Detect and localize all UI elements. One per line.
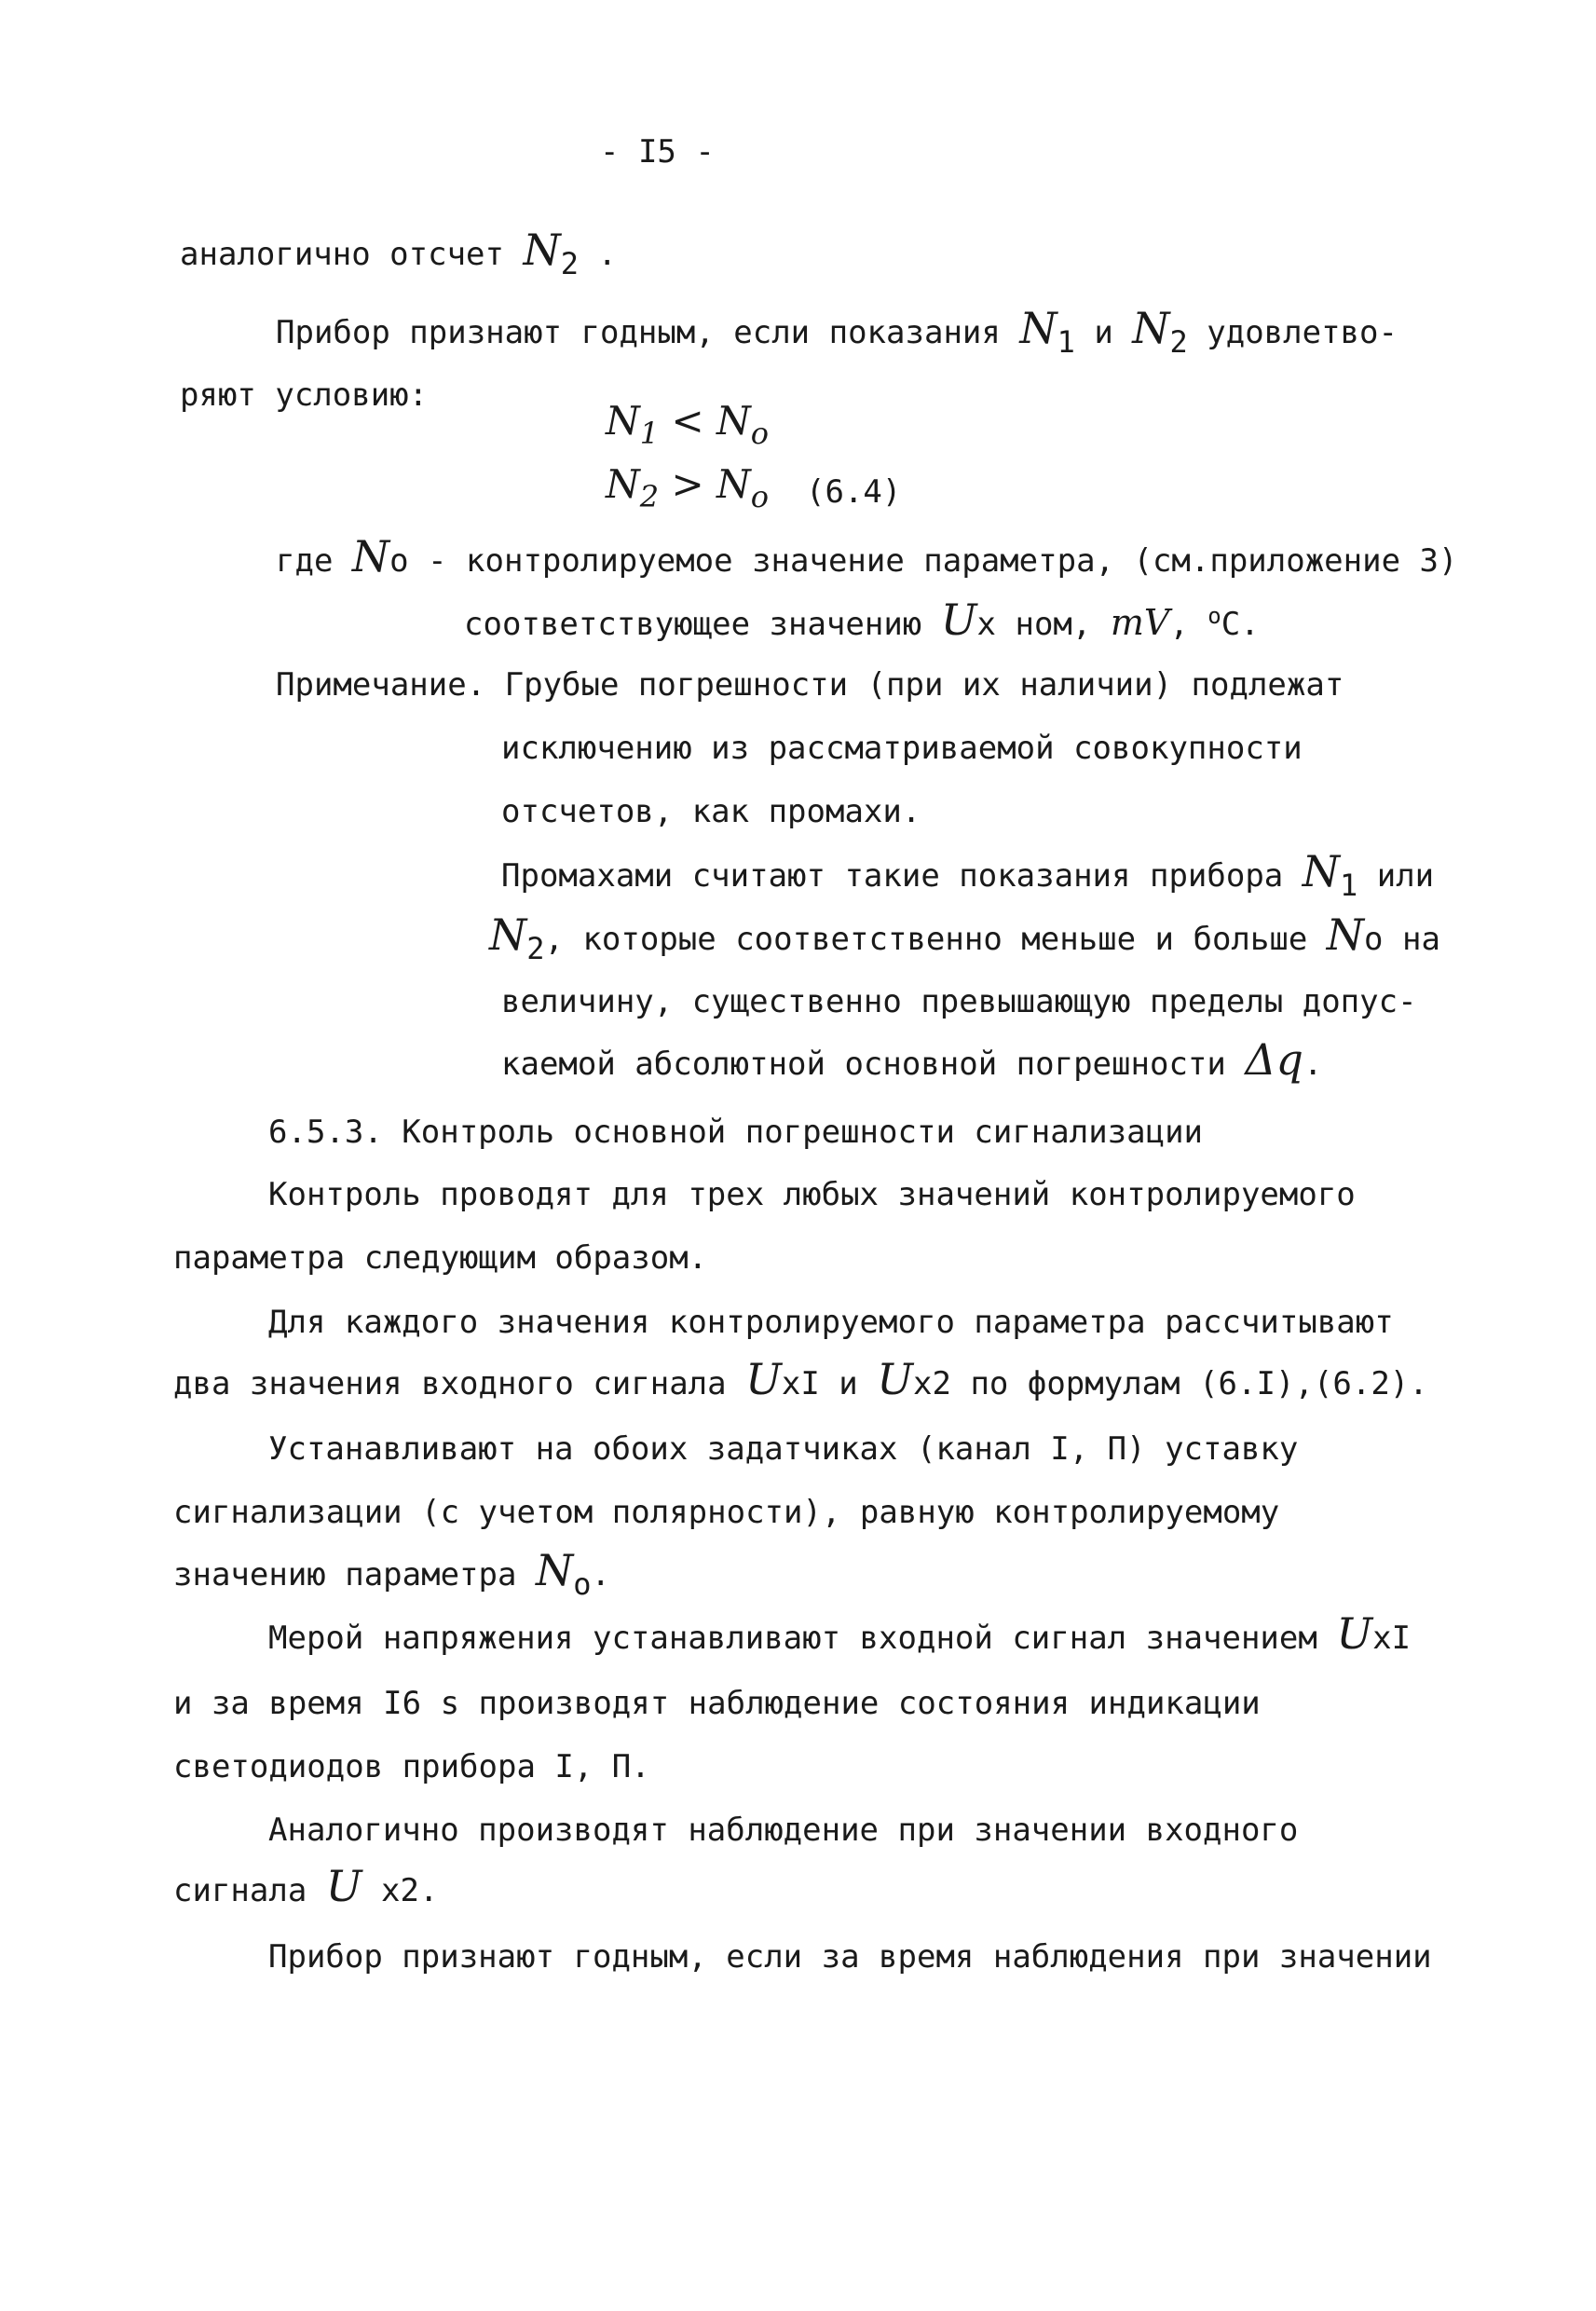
text-line: и за время I6 s производят наблюдение состояния индикации [173,1685,1261,1722]
text-line: каемой абсолютной основной погрешности Δq. [501,1034,1323,1085]
text-line: величину, существенно превышающую пределы допус- [501,983,1417,1020]
text-line: светодиодов прибора I, П. [173,1748,650,1785]
text-line: Примечание. Грубые погрешности (при их наличии) подлежат [276,666,1344,704]
text-line: Устанавливают на обоих задатчиках (канал I, П) уставку [268,1430,1299,1468]
equation-line: $N_1 < N_o$ [606,398,770,451]
text-line: Аналогично производят наблюдение при значении входного [268,1812,1299,1849]
text-line: ряют условию: [180,376,429,414]
text-line: значению параметра No. [173,1545,610,1602]
equation-number: (6.4) [806,473,902,511]
text-line: Контроль проводят для трех любых значений контролируемого [268,1176,1356,1213]
text-line: N2, которые соответственно меньше и больше No на [489,909,1440,966]
text-line: отсчетов, как промахи. [501,793,921,830]
text-line: параметра следующим образом. [173,1239,708,1277]
text-line: аналогично отсчет N2 . [180,225,617,281]
text-line: два значения входного сигнала UxI и Ux2 по формулам (6.I),(6.2). [173,1354,1428,1404]
text-line: Прибор признают годным, если за время наблюдения при значении [268,1938,1432,1976]
text-line: сигнализации (с учетом полярности), равную контролируемому [173,1494,1280,1531]
text-line: сигнала U x2. [173,1861,439,1911]
text-line: где No - контролируемое значение параметра, (см.приложение 3) [276,531,1458,581]
note-label: Примечание. [276,666,486,704]
section-heading: 6.5.3. Контроль основной погрешности сигнализации [268,1114,1204,1151]
page-number: - I5 - [600,133,715,171]
math-symbol: N [523,225,561,275]
text-line: соответствующее значению Ux ном, mV, $^o$C. [464,595,1260,645]
text-line: Мерой напряжения устанавливают входной сигнал значением UxI [268,1608,1412,1659]
equation-line: $N_2 > N_o$ [606,461,770,514]
text-line: Для каждого значения контролируемого параметра рассчитывают [268,1304,1394,1341]
text-line: исключению из рассматриваемой совокупности [501,730,1303,767]
text-line: Прибор признают годным, если показания N1 и N2 удовлетво- [276,303,1398,360]
text-line: Промахами считают такие показания прибора N1 или [501,846,1435,903]
